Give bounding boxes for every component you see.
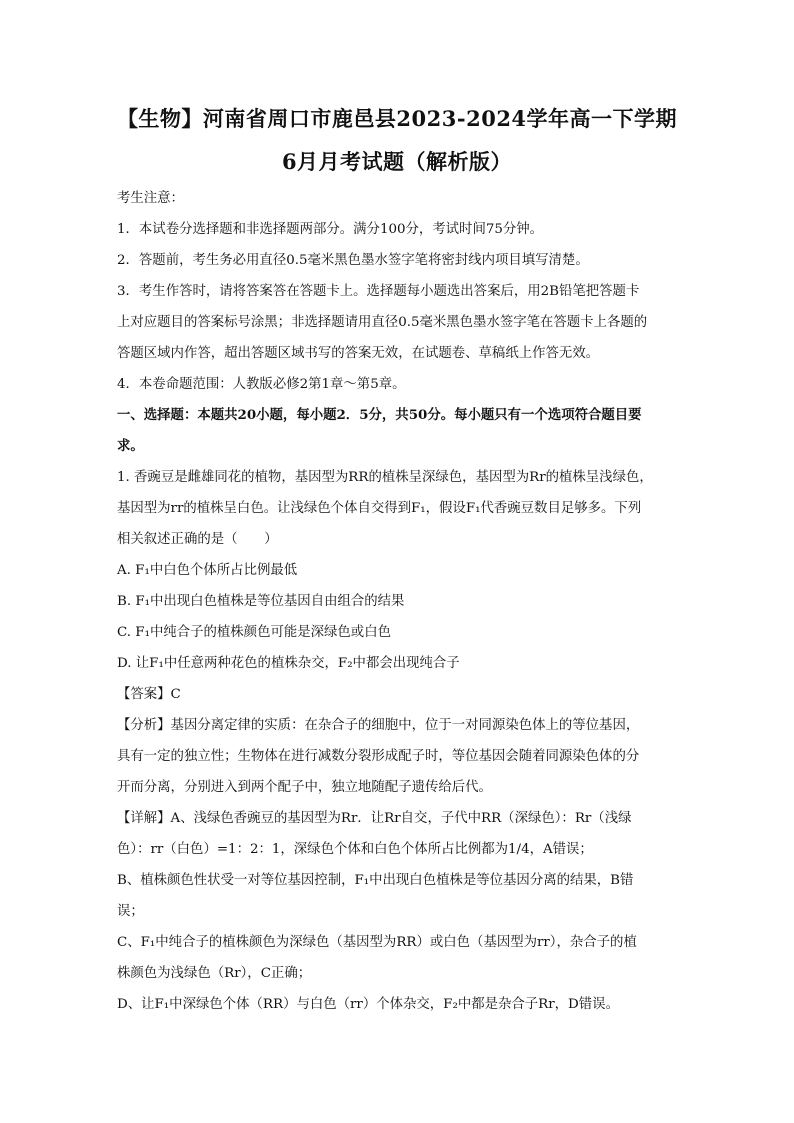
detail-line: 色）：rr（白色）=1：2：1，深绿色个体和白色个体所占比例都为1/4，A错误； [117, 842, 593, 857]
detail-line: 误； [117, 904, 144, 919]
document-title-line1: 【生物】河南省周口市鹿邑县2023-2024学年高一下学期 [116, 106, 678, 131]
notice-item: 4．本卷命题范围：人教版必修2第1章～第5章。 [117, 377, 406, 392]
analysis-line: 具有一定的独立性；生物体在进行减数分裂形成配子时，等位基因会随着同源染色体的分 [117, 749, 640, 764]
section-heading: 一、选择题：本题共20小题，每小题2．5分，共50分。每小题只有一个选项符合题目要 [117, 407, 642, 423]
notice-item: 3．考生作答时，请将答案答在答题卡上。选择题每小题选出答案后，用2B铅笔把答题卡 [117, 284, 640, 299]
detail-line: C、F₁中纯合子的植株颜色为深绿色（基因型为RR）或白色（基因型为rr），杂合子的植 [117, 935, 637, 950]
question-stem: 1. 香豌豆是雌雄同花的植物，基因型为RR的植株呈深绿色，基因型为Rr的植株呈浅绿色， [117, 470, 653, 485]
option-b: B. F₁中出现白色植株是等位基因自由组合的结果 [117, 594, 405, 609]
document-body [117, 183, 677, 1020]
detail-line: 【详解】A、浅绿色香豌豆的基因型为Rr．让Rr自交，子代中RR（深绿色）：Rr（浅绿 [117, 811, 632, 826]
notice-item: 上对应题目的答案标号涂黑；非选择题请用直径0.5毫米黑色墨水签字笔在答题卡上各题的 [117, 315, 648, 330]
detail-line: B、植株颜色性状受一对等位基因控制，F₁中出现白色植株是等位基因分离的结果，B错 [117, 873, 634, 888]
notice-item: 1．本试卷分选择题和非选择题两部分。满分100分，考试时间75分钟。 [117, 222, 544, 237]
detail-line: D、让F₁中深绿色个体（RR）与白色（rr）个体杂交，F₂中都是杂合子Rr，D错误。 [117, 997, 619, 1012]
document-title-line2: 6月月考试题（解析版） [281, 149, 513, 174]
analysis-line: 开而分离，分别进入到两个配子中，独立地随配子遗传给后代。 [117, 780, 492, 795]
question-stem: 基因型为rr的植株呈白色。让浅绿色个体自交得到F₁，假设F₁代香豌豆数目足够多。下列 [117, 501, 642, 516]
option-d: D. 让F₁中任意两种花色的植株杂交，F₂中都会出现纯合子 [117, 656, 460, 671]
question-stem: 相关叙述正确的是（ ） [117, 532, 278, 547]
section-heading-cont: 求。 [117, 438, 144, 454]
notice-heading: 考生注意： [117, 191, 184, 206]
answer: 【答案】C [117, 687, 181, 702]
detail-line: 株颜色为浅绿色（Rr），C正确； [117, 966, 312, 981]
notice-item: 2．答题前，考生务必用直径0.5毫米黑色墨水签字笔将密封线内项目填写清楚。 [117, 253, 589, 268]
analysis-line: 【分析】基因分离定律的实质：在杂合子的细胞中，位于一对同源染色体上的等位基因， [117, 718, 640, 733]
notice-item: 答题区域内作答，超出答题区域书写的答案无效，在试题卷、草稿纸上作答无效。 [117, 346, 600, 361]
option-c: C. F₁中纯合子的植株颜色可能是深绿色或白色 [117, 625, 391, 640]
option-a: A. F₁中白色个体所占比例最低 [117, 563, 298, 578]
